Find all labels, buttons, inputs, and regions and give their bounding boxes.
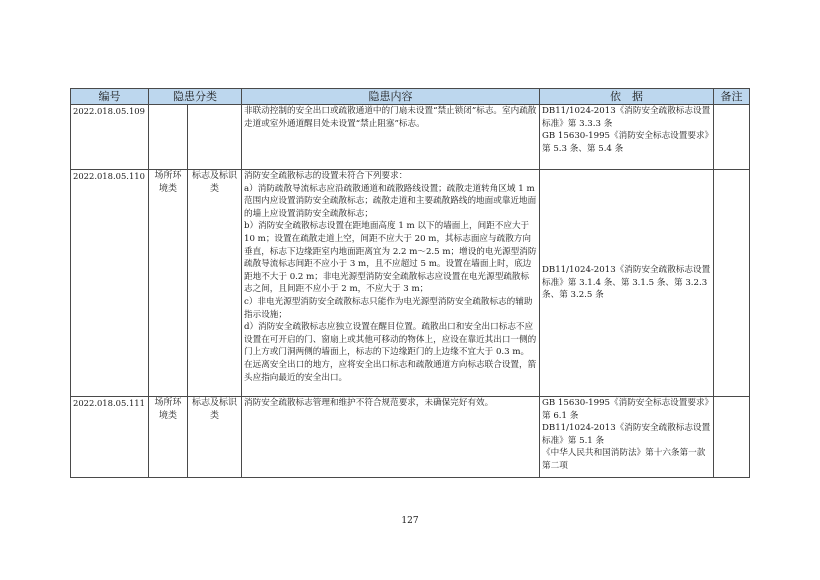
row-category-2: 标志及标识类	[188, 397, 242, 478]
row-code: 2022.018.05.109	[71, 105, 149, 170]
row-basis	[540, 170, 714, 397]
row-category-1: 场所环境类	[149, 397, 188, 478]
row-content	[242, 105, 540, 170]
basis-line: 《中华人民共和国消防法》第十六条第一款第二项	[542, 448, 706, 471]
table-row	[71, 170, 750, 397]
row-remark	[714, 170, 750, 397]
header-content: 隐患内容	[242, 89, 540, 105]
row-basis	[540, 105, 714, 170]
header-category: 隐患分类	[149, 89, 242, 105]
basis-line: DB11/1024-2013《消防安全疏散标志设置标准》第 3.3.3 条	[542, 106, 711, 129]
header-basis: 依 据	[540, 89, 714, 105]
row-remark	[714, 397, 750, 478]
page-number: 127	[401, 516, 419, 526]
content-paragraph: a）消防疏散导流标志应沿疏散通道和疏散路线设置；疏散走道转角区域 1 m 范围内应设置消防安全疏散标志；疏散走道和主要疏散路线的地面或靠近地面的墙上应设置消防安全疏散标志；	[244, 183, 537, 219]
row-remark	[714, 105, 750, 170]
row-content	[242, 170, 540, 397]
row-category-1	[149, 105, 188, 170]
row-category-1: 场所环境类	[149, 170, 188, 397]
basis-line: DB11/1024-2013《消防安全疏散标志设置标准》第 5.1 条	[542, 423, 711, 446]
content-paragraph: c）非电光源型消防安全疏散标志只能作为电光源型消防安全疏散标志的辅助指示设施；	[244, 296, 533, 320]
content-paragraph: 消防安全疏散标志的设置未符合下列要求：	[244, 171, 408, 181]
table-header-row	[71, 89, 750, 105]
content-paragraph: d）消防安全疏散标志应独立设置在醒目位置。疏散出口和安全出口标志不应设置在可开启的门、窗扇上或其他可移动的物体上，应设在靠近其出口一侧的门上方或门洞两侧的墙面上，标志的下边缘距门的上边缘不宜大于 0.3 m。在远离安全出口的地方，应将安全出口标志和疏散通道方向标志联合设置，箭头应指向最近的安全出口。	[244, 322, 537, 383]
row-code: 2022.018.05.110	[71, 170, 149, 397]
content-paragraph: 消防安全疏散标志管理和维护不符合规范要求，未确保完好有效。	[244, 398, 494, 408]
row-content	[242, 397, 540, 478]
content-paragraph: b）消防安全疏散标志设置在距地面高度 1 m 以下的墙面上，间距不应大于 10 m；设置在疏散走道上空，间距不应大于 20 m，其标志面应与疏散方向垂直，标志下边缘距室内地面距离宜为 2.2 m～2.5 m；增设的电光源型消防疏散导流标志间距不应小于 3 m，且不应超过 5 m。设置在墙面上时，底边距地不大于 0.2 m；非电光源型消防安全疏散标志应设置在电光源型疏散标志之间，且间距不应小于 2 m，不应大于 3 m；	[244, 221, 537, 295]
header-remark: 备注	[714, 89, 750, 105]
header-code: 编号	[71, 89, 149, 105]
table-row	[71, 397, 750, 478]
row-category-2	[188, 105, 242, 170]
row-category-2: 标志及标识类	[188, 170, 242, 397]
hazard-table	[70, 88, 750, 478]
table-row	[71, 105, 750, 170]
basis-line: GB 15630-1995《消防安全标志设置要求》第 5.3 条、第 5.4 条	[542, 131, 709, 154]
row-code: 2022.018.05.111	[71, 397, 149, 478]
row-basis	[540, 397, 714, 478]
content-paragraph: 非联动控制的安全出口或疏散通道中的门扇未设置“禁止锁闭”标志。室内疏散走道或室外通道醒目处未设置“禁止阻塞”标志。	[244, 106, 537, 129]
basis-line: DB11/1024-2013《消防安全疏散标志设置标准》第 3.1.4 条、第 3.1.5 条、第 3.2.3 条、第 3.2.5 条	[542, 265, 711, 301]
basis-line: GB 15630-1995《消防安全标志设置要求》第 6.1 条	[542, 398, 709, 421]
